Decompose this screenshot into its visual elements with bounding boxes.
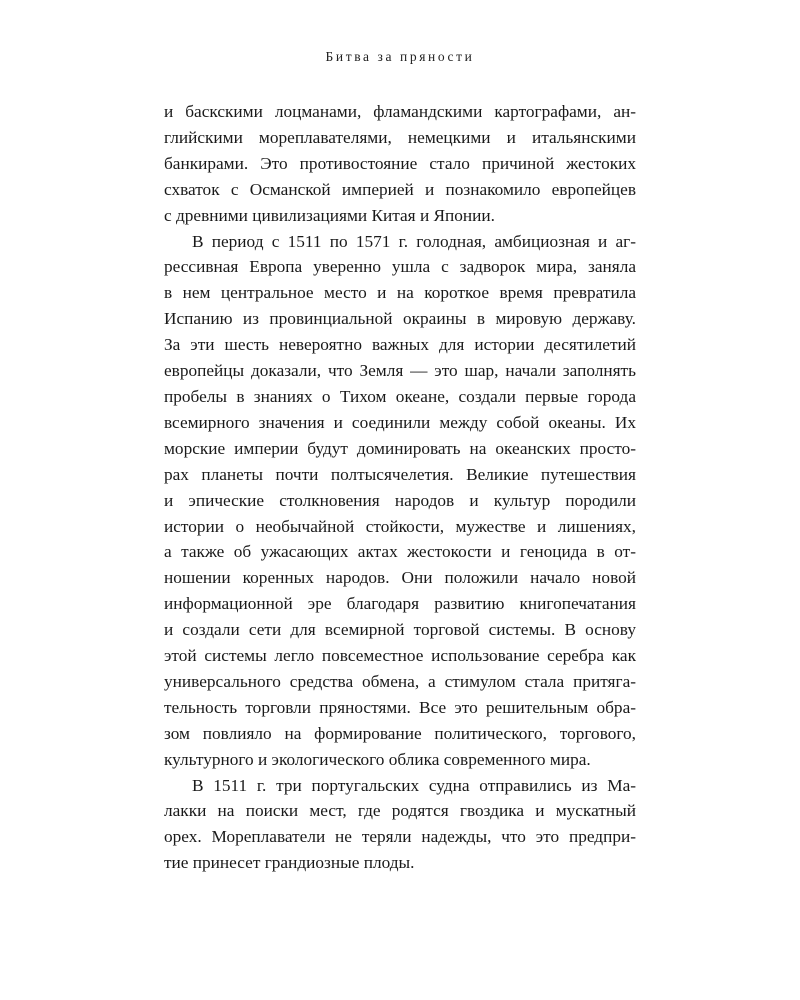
- text-line: с древними цивилизациями Китая и Японии.: [164, 205, 496, 225]
- text-line: всемирного значения и соединили между собой океаны. Их: [164, 412, 636, 432]
- text-line: Испанию из провинциальной окраины в мировую державу.: [164, 309, 636, 329]
- text-line: информационной эре благодаря развитию книгопечатания: [164, 594, 636, 614]
- text-line: этой системы легло повсеместное использование серебра как: [164, 646, 636, 666]
- text-line: и создали сети для всемирной торговой системы. В основу: [164, 620, 636, 640]
- body-text: [164, 99, 636, 876]
- text-line: европейцы доказали, что Земля — это шар, начали заполнять: [164, 361, 636, 381]
- text-line: универсального средства обмена, а стимулом стала притяга-: [164, 671, 636, 691]
- text-line: морские империи будут доминировать на океанских просто-: [164, 438, 636, 458]
- text-line: глийскими мореплавателями, немецкими и итальянскими: [164, 127, 636, 147]
- text-line: истории о необычайной стойкости, мужестве и лишениях,: [164, 516, 636, 536]
- text-line: В период с 1511 по 1571 г. голодная, амбициозная и аг-: [192, 231, 636, 251]
- text-line: схваток с Османской империей и познакомило европейцев: [164, 179, 636, 199]
- text-line: тельность торговли пряностями. Все это решительным обра-: [164, 697, 636, 717]
- text-line: культурного и экологического облика современного мира.: [164, 749, 591, 769]
- text-line: пробелы в знаниях о Тихом океане, создали первые города: [164, 386, 636, 406]
- text-line: в нем центральное место и на короткое время превратила: [164, 283, 636, 303]
- text-line: В 1511 г. три португальских судна отправились из Ма-: [192, 775, 636, 795]
- text-line: и баскскими лоцманами, фламандскими картографами, ан-: [164, 102, 636, 121]
- text-line: зом повлияло на формирование политического, торгового,: [164, 723, 636, 743]
- text-line: банкирами. Это противостояние стало причиной жестоких: [164, 153, 636, 173]
- text-line: рессивная Европа уверенно ушла с задворок мира, заняла: [164, 257, 636, 277]
- text-line: и эпические столкновения народов и культур породили: [164, 490, 636, 510]
- text-line: лакки на поиски мест, где родятся гвоздика и мускатный: [164, 801, 636, 821]
- running-header: Битва за пряности: [325, 49, 475, 64]
- text-line: ношении коренных народов. Они положили начало новой: [164, 568, 636, 588]
- text-line: а также об ужасающих актах жестокости и геноцида в от-: [164, 542, 636, 562]
- text-line: За эти шесть невероятно важных для истории десятилетий: [164, 335, 636, 355]
- text-line: рах планеты почти полтысячелетия. Великие путешествия: [164, 464, 636, 484]
- text-line: орех. Мореплаватели не теряли надежды, что это предпри-: [164, 827, 636, 847]
- text-line: тие принесет грандиозные плоды.: [164, 853, 415, 873]
